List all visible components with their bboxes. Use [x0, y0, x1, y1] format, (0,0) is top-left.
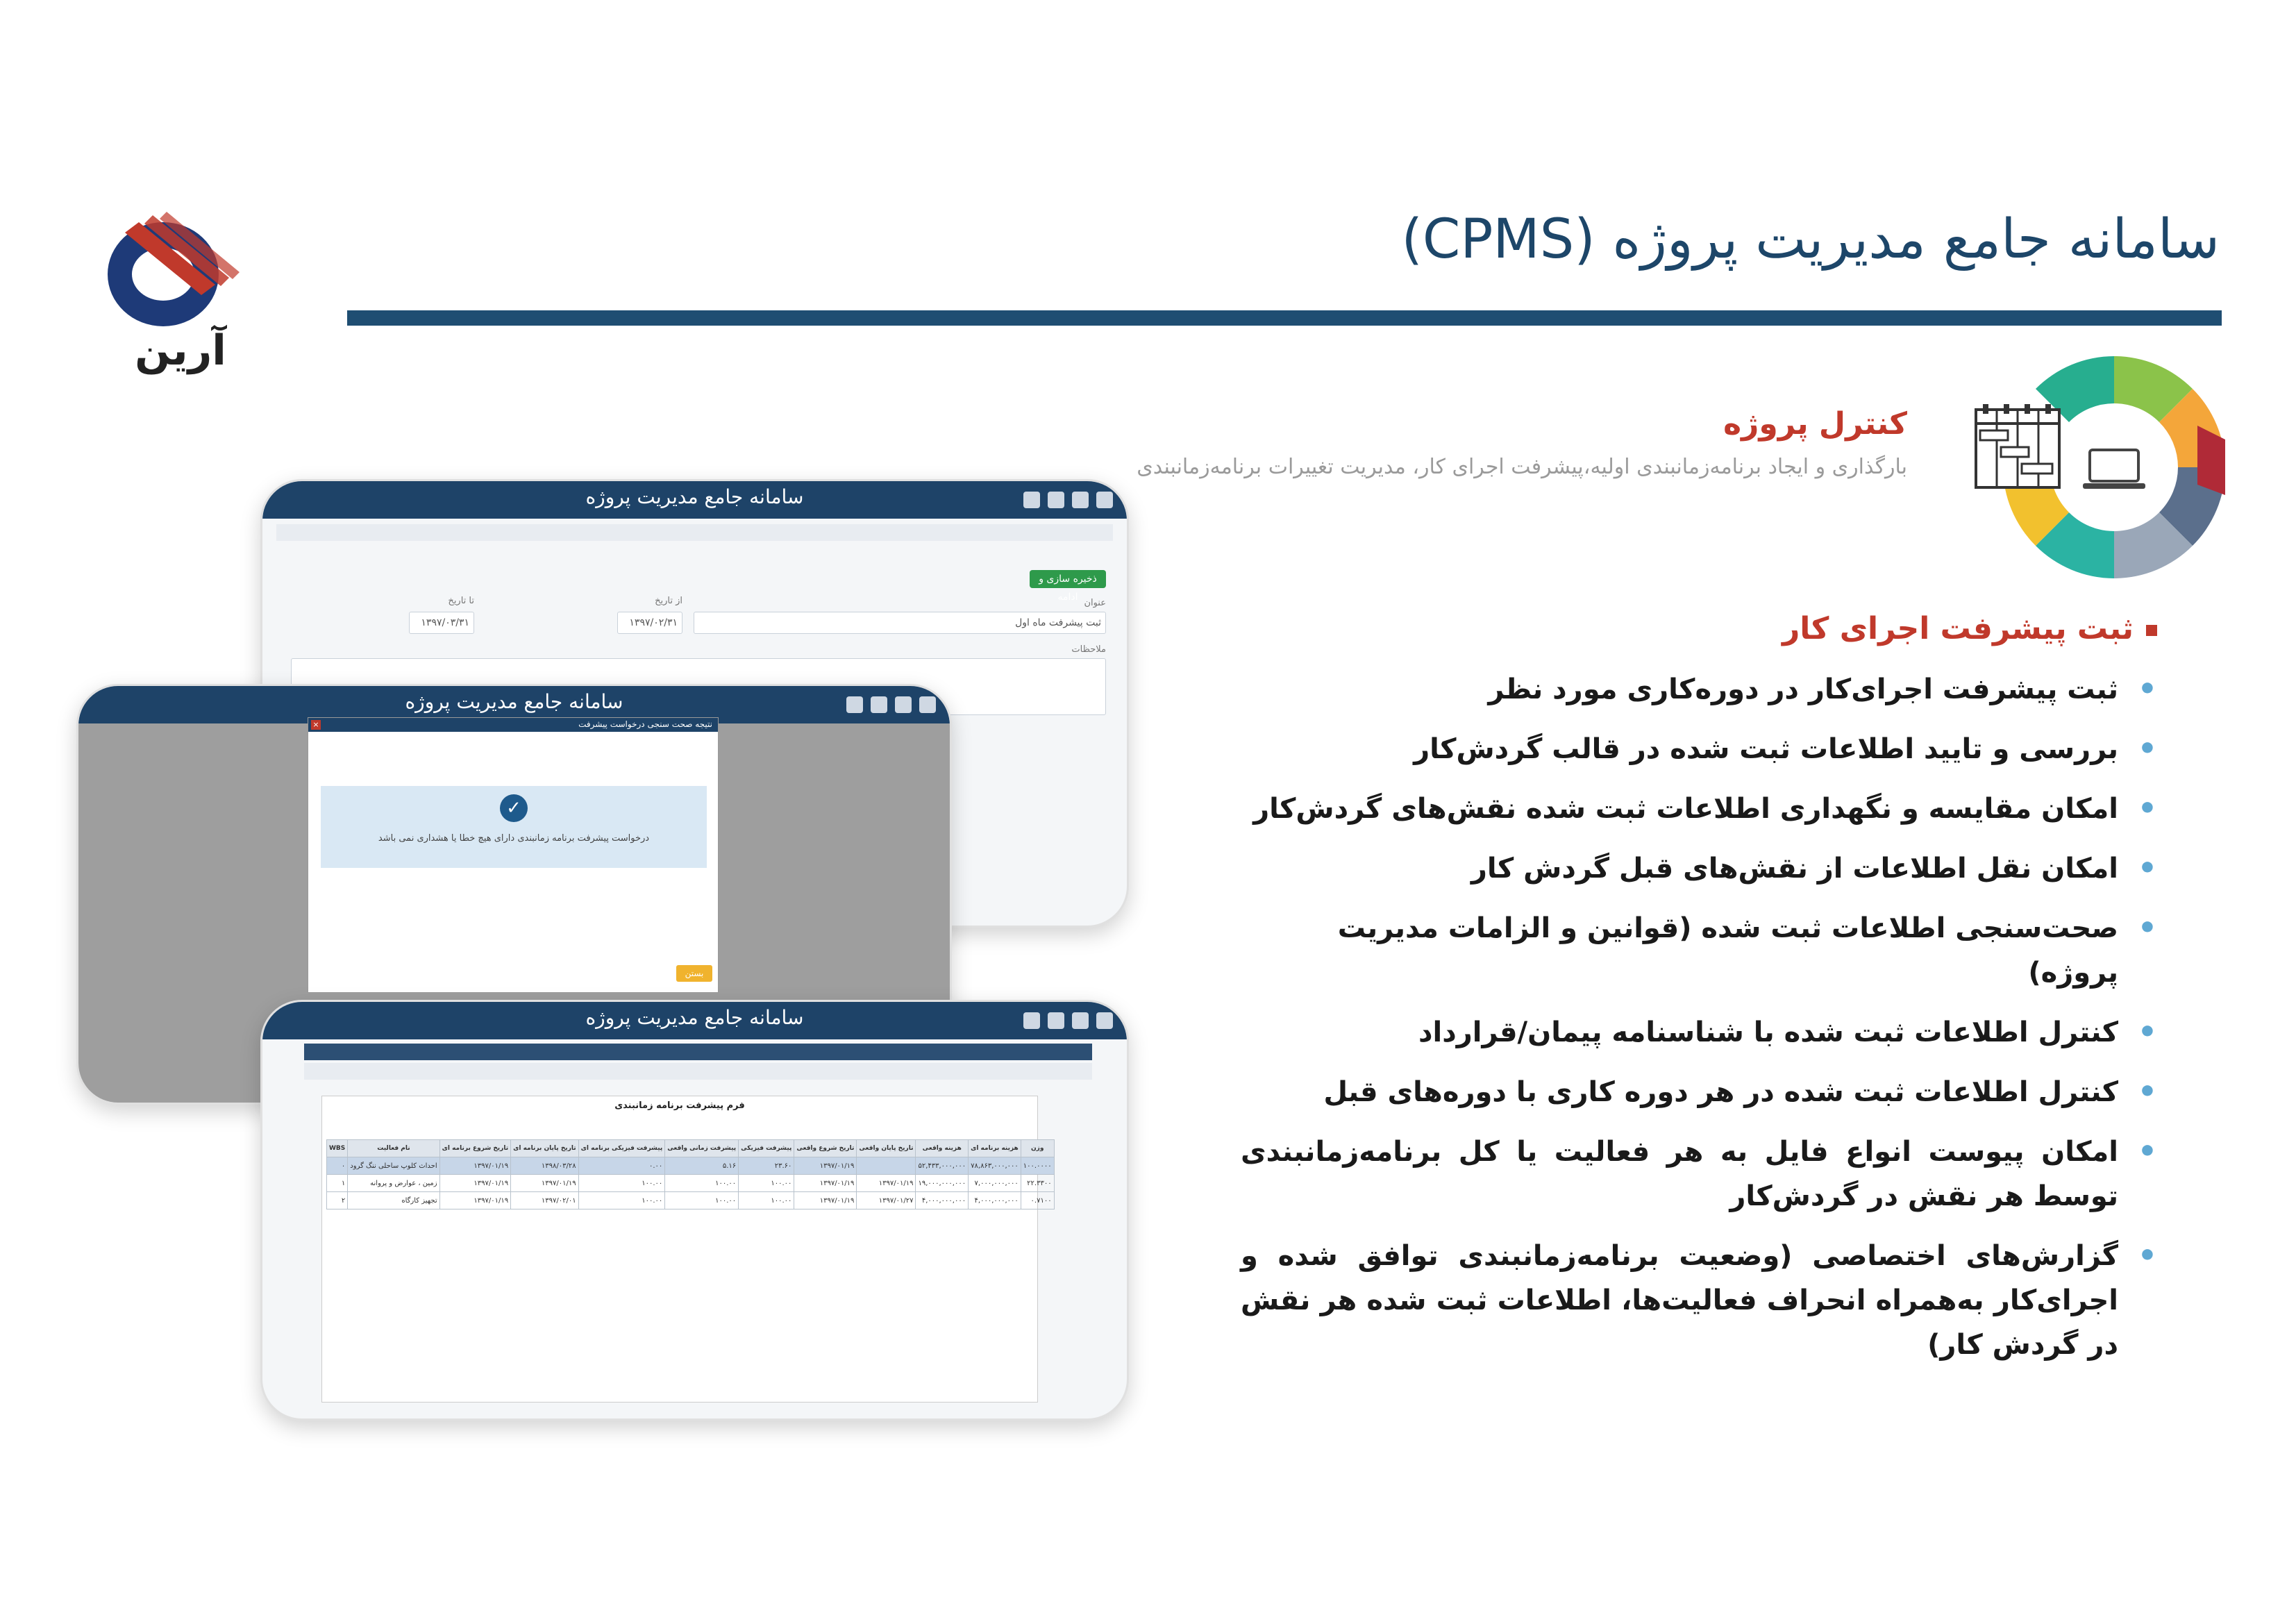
table-cell: ۱۰۰.۰۰	[665, 1192, 739, 1209]
table-cell: تجهیز کارگاه	[348, 1192, 439, 1209]
feature-point: • ثبت پیشرفت اجرای‌کار در دوره‌کاری مورد نظر	[1241, 667, 2157, 712]
column-header: تاریخ شروع برنامه ای	[439, 1140, 511, 1157]
column-header: پیشرفت زمانی واقعی	[665, 1140, 739, 1157]
menu-icon[interactable]	[919, 696, 936, 713]
feature-point: • امکان پیوست انواع فایل به هر فعالیت یا کل برنامه‌زمانبندی توسط هر نقش در گردش‌کار	[1241, 1130, 2157, 1219]
app-title: سامانه جامع مدیریت پروژه	[405, 690, 623, 713]
table-cell: ۱۰۰.۰۰	[578, 1192, 665, 1209]
table-cell: ۱۳۹۷/۰۱/۱۹	[794, 1192, 857, 1209]
column-header: WBS	[327, 1140, 348, 1157]
title-label: عنوان	[1084, 598, 1106, 608]
table-cell: ۲۳.۶۰	[739, 1157, 794, 1175]
table-cell: زمین ، عوارض و پروانه	[348, 1175, 439, 1192]
to-date-label: تا تاریخ	[448, 596, 474, 606]
feature-point: • صحت‌سنجی اطلاعات ثبت شده (قوانین و الزامات مدیریت پروژه)	[1241, 906, 2157, 995]
report-toolbar[interactable]	[304, 1063, 1092, 1080]
feature-point: • امکان مقایسه و نگهداری اطلاعات ثبت شده نقش‌های گردش‌کار	[1241, 787, 2157, 831]
feature-list	[1241, 611, 2157, 1382]
company-logo	[97, 208, 257, 375]
close-button[interactable]: بستن	[676, 965, 712, 982]
message-box	[321, 786, 707, 868]
table-cell: ۴,۰۰۰,۰۰۰,۰۰۰	[916, 1192, 969, 1209]
message-text: درخواست پیشرفت برنامه زمانبندی دارای هیچ خطا یا هشداری نمی باشد	[378, 833, 650, 844]
table-cell: ۱۳۹۷/۰۱/۱۹	[439, 1157, 511, 1175]
from-date-input[interactable]: ۱۳۹۷/۰۲/۳۱	[617, 612, 682, 634]
table-cell: ۱۰۰.۰۰	[739, 1175, 794, 1192]
column-header: هزینه برنامه ای	[969, 1140, 1021, 1157]
table-cell: ۱۳۹۷/۰۱/۱۹	[857, 1175, 916, 1192]
column-header: هزینه واقعی	[916, 1140, 969, 1157]
feature-heading-text: ثبت پیشرفت اجرای کار	[1782, 611, 2134, 646]
feature-heading	[1241, 611, 2157, 646]
app-title: سامانه جامع مدیریت پروژه	[585, 485, 804, 508]
print-icon[interactable]	[1023, 1012, 1040, 1029]
table-cell: ۲	[327, 1192, 348, 1209]
column-header: پیشرفت فیزیکی	[739, 1140, 794, 1157]
table-cell: ۵۲,۴۳۳,۰۰۰,۰۰۰	[916, 1157, 969, 1175]
column-header: تاریخ پایان واقعی	[857, 1140, 916, 1157]
calendar-icon[interactable]	[871, 696, 887, 713]
table-header-row	[327, 1140, 1055, 1157]
validation-modal	[308, 717, 719, 993]
app-header-bar	[262, 1002, 1127, 1039]
app-header-bar	[262, 481, 1127, 519]
table-cell: ۱	[327, 1175, 348, 1192]
screenshot-progress-report	[260, 1000, 1129, 1421]
report-table	[326, 1139, 1055, 1209]
report-title: فرم پیشرفت برنامه زمانبندی	[614, 1100, 745, 1111]
table-cell: ۱۰۰.۰۰	[739, 1192, 794, 1209]
page-title: سامانه جامع مدیریت پروژه (CPMS)	[1401, 208, 2220, 271]
gantt-chart-icon	[1973, 401, 2062, 490]
column-header: وزن	[1021, 1140, 1054, 1157]
print-icon[interactable]	[846, 696, 863, 713]
table-cell: ۱۳۹۷/۰۱/۱۹	[439, 1192, 511, 1209]
table-cell: ۷,۰۰۰,۰۰۰,۰۰۰	[969, 1175, 1021, 1192]
feature-point: • کنترل اطلاعات ثبت شده در هر دوره کاری با دوره‌های قبل	[1241, 1070, 2157, 1114]
table-cell: ۱۳۹۷/۰۱/۱۹	[511, 1175, 579, 1192]
table-cell: ۱۰۰.۰۰۰۰	[1021, 1157, 1054, 1175]
table-cell: ۵.۱۶	[665, 1157, 739, 1175]
menu-icon[interactable]	[1096, 492, 1113, 508]
notes-label: ملاحظات	[1071, 644, 1106, 655]
section-subtitle: بارگذاری و ایجاد برنامه‌زمانبندی اولیه،پیشرفت اجرای کار، مدیریت تغییرات برنامه‌زمانبندی	[1137, 455, 1907, 479]
app-title: سامانه جامع مدیریت پروژه	[585, 1006, 804, 1029]
feature-point: • بررسی و تایید اطلاعات ثبت شده در قالب گردش‌کار	[1241, 727, 2157, 771]
table-row	[327, 1175, 1055, 1192]
menu-icon[interactable]	[1096, 1012, 1113, 1029]
table-cell: ۴,۰۰۰,۰۰۰,۰۰۰	[969, 1192, 1021, 1209]
column-header: نام فعالیت	[348, 1140, 439, 1157]
to-date-input[interactable]: ۱۳۹۷/۰۳/۳۱	[409, 612, 474, 634]
save-continue-button[interactable]: ذخیره سازی و ادامه	[1030, 570, 1106, 588]
modal-title: نتیجه صحت سنجی درخواست پیشرفت	[578, 719, 712, 729]
close-icon[interactable]: ×	[311, 720, 321, 730]
title-divider	[347, 310, 2222, 326]
column-header: پیشرفت فیزیکی برنامه ای	[578, 1140, 665, 1157]
calendar-icon[interactable]	[1048, 1012, 1064, 1029]
section-title: کنترل پروژه	[1723, 406, 1907, 442]
calendar-icon[interactable]	[1048, 492, 1064, 508]
feature-point: • گزارش‌های اختصاصی (وضعیت برنامه‌زمانبندی توافق شده و اجرای‌کار به‌همراه انحراف فعالیت‌ها، اطلاعات ثبت شده هر نقش در گردش کار)	[1241, 1234, 2157, 1367]
table-row	[327, 1157, 1055, 1175]
column-header: تاریخ پایان برنامه ای	[511, 1140, 579, 1157]
sitemap-icon[interactable]	[1072, 1012, 1089, 1029]
sitemap-icon[interactable]	[895, 696, 912, 713]
column-header: تاریخ شروع واقعی	[794, 1140, 857, 1157]
table-cell: ۰.۷۱۰۰	[1021, 1192, 1054, 1209]
from-date-label: از تاریخ	[655, 596, 682, 606]
table-cell: ۱۳۹۷/۰۱/۲۷	[857, 1192, 916, 1209]
check-circle-icon: ✓	[500, 794, 528, 822]
table-cell: ۱۰۰.۰۰	[665, 1175, 739, 1192]
table-cell: ۱۳۹۷/۰۱/۱۹	[794, 1175, 857, 1192]
table-cell	[857, 1157, 916, 1175]
feature-point: • کنترل اطلاعات ثبت شده با شناسنامه پیمان/قرارداد	[1241, 1010, 2157, 1055]
square-bullet-icon	[2146, 625, 2157, 636]
report-viewer-bar	[304, 1044, 1092, 1060]
table-cell: ۱۳۹۷/۰۱/۱۹	[794, 1157, 857, 1175]
print-icon[interactable]	[1023, 492, 1040, 508]
breadcrumb	[276, 524, 1113, 541]
table-cell: ۲۲.۳۳۰۰	[1021, 1175, 1054, 1192]
table-row	[327, 1192, 1055, 1209]
table-cell: ۱۳۹۷/۰۲/۰۱	[511, 1192, 579, 1209]
table-cell: ۱۳۹۷/۰۱/۱۹	[439, 1175, 511, 1192]
sitemap-icon[interactable]	[1072, 492, 1089, 508]
title-input[interactable]: ثبت پیشرفت ماه اول	[694, 612, 1106, 634]
table-cell: ۱۰۰.۰۰	[578, 1175, 665, 1192]
table-cell: ۰.۰۰	[578, 1157, 665, 1175]
table-cell: ۰	[327, 1157, 348, 1175]
feature-point: • امکان نقل اطلاعات از نقش‌های قبل گردش کار	[1241, 846, 2157, 891]
modal-header	[308, 718, 718, 732]
table-cell: ۱۹,۰۰۰,۰۰۰,۰۰۰	[916, 1175, 969, 1192]
logo-wordmark: آرین	[135, 326, 226, 375]
table-cell: ۷۸,۸۶۳,۰۰۰,۰۰۰	[969, 1157, 1021, 1175]
table-cell: ۱۳۹۸/۰۳/۲۸	[511, 1157, 579, 1175]
report-page	[321, 1096, 1052, 1403]
table-cell: احداث کلوپ ساحلی ننگ گرود	[348, 1157, 439, 1175]
